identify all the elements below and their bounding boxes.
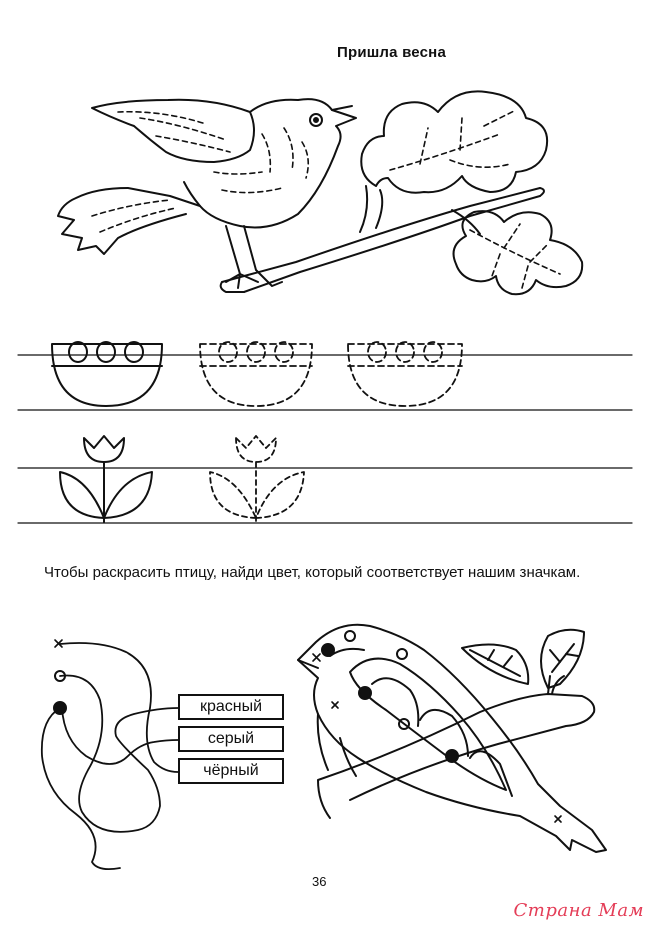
cross-icon: [313, 654, 320, 661]
nest-bowl-dashed-1: [200, 342, 312, 406]
tangled-lines-puzzle: [42, 643, 178, 869]
filled-circle-icon: [54, 702, 66, 714]
cross-icon: [555, 816, 561, 822]
oak-leaves-drawing: [361, 91, 582, 294]
tulip-dashed: [210, 436, 304, 522]
worksheet-title: Пришла весна: [336, 44, 446, 61]
page-number: 36: [312, 874, 327, 889]
worksheet-title-row: [0, 44, 650, 62]
filled-circle-icon: [359, 687, 371, 699]
color-label-black: чёрный: [178, 758, 284, 784]
hollow-circle-icon: [345, 631, 355, 641]
nest-bowl-solid: [52, 342, 162, 406]
cross-icon: [332, 702, 338, 708]
color-label-red: красный: [178, 694, 284, 720]
nest-bowl-dashed-2: [348, 342, 462, 406]
tulip-solid: [60, 436, 152, 522]
hollow-circle-icon: [397, 649, 407, 659]
filled-circle-icon: [322, 644, 334, 656]
instruction-text: Чтобы раскрасить птицу, найди цвет, который соответствует нашим значкам.: [44, 564, 581, 581]
singing-bird-drawing: [58, 99, 544, 292]
writing-guide-lines: [18, 355, 632, 523]
color-label-gray: серый: [178, 726, 284, 752]
site-watermark: Страна Мам: [513, 900, 644, 921]
filled-circle-icon: [446, 750, 458, 762]
